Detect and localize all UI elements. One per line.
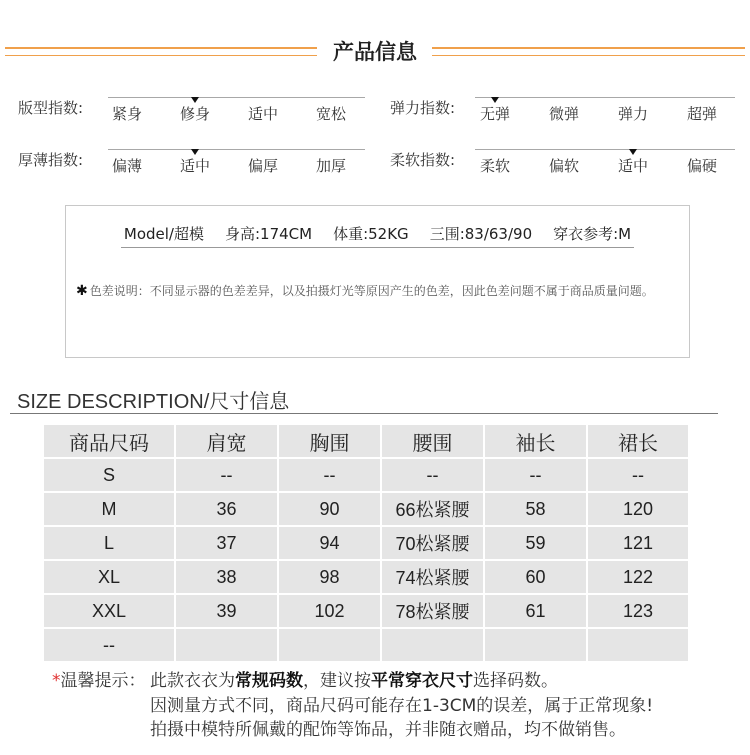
asterisk-icon: ✱	[76, 283, 88, 299]
scale-line	[475, 97, 735, 98]
section-title: 产品信息	[333, 40, 417, 64]
fit-index-label: 版型指数:	[18, 99, 84, 117]
elasticity-index-scale	[478, 97, 748, 127]
scale-line	[108, 97, 365, 98]
selected-marker-icon	[629, 149, 637, 155]
scale-option: 紧身	[112, 105, 143, 123]
table-cell	[588, 629, 688, 661]
scale-option: 无弹	[480, 105, 511, 123]
table-cell: 36	[176, 493, 277, 525]
table-cell: XL	[44, 561, 174, 593]
table-header-cell: 胸围	[279, 425, 380, 457]
scale-option: 偏软	[549, 157, 580, 175]
table-cell: 122	[588, 561, 688, 593]
scale-option: 微弹	[549, 105, 580, 123]
table-cell	[382, 629, 483, 661]
selected-marker-icon	[191, 97, 199, 103]
model-weight: 体重:52KG	[333, 225, 409, 243]
selected-marker-icon	[191, 149, 199, 155]
softness-index-label: 柔软指数:	[390, 151, 456, 169]
model-size-worn: 穿衣参考:M	[553, 225, 632, 243]
table-cell: 121	[588, 527, 688, 559]
model-measurements: 三围:83/63/90	[429, 225, 533, 243]
size-heading-rule	[10, 413, 718, 414]
table-cell: 58	[485, 493, 586, 525]
table-header-cell: 袖长	[485, 425, 586, 457]
tip-text: 选择码数。	[473, 671, 558, 691]
table-header-cell: 裙长	[588, 425, 688, 457]
table-cell: 98	[279, 561, 380, 593]
model-name: Model/超模	[123, 225, 204, 243]
table-cell: 90	[279, 493, 380, 525]
scale-option: 柔软	[480, 157, 511, 175]
color-note-text: 色差说明：不同显示器的色差差异，以及拍摄灯光等原因产生的色差，因此色差问题不属于商品质量问题。	[89, 284, 654, 298]
table-cell: --	[176, 459, 277, 491]
model-info-box	[65, 205, 690, 358]
thickness-index-scale	[110, 149, 380, 179]
table-cell: 61	[485, 595, 586, 627]
scale-option: 偏薄	[112, 157, 143, 175]
model-stats	[121, 224, 634, 248]
table-cell: XXL	[44, 595, 174, 627]
table-cell: 60	[485, 561, 586, 593]
scale-option: 适中	[248, 105, 279, 123]
table-cell: 59	[485, 527, 586, 559]
tip-text: ，建议按	[303, 671, 371, 691]
scale-line	[475, 149, 735, 150]
table-cell: S	[44, 459, 174, 491]
model-height: 身高:174CM	[224, 225, 313, 243]
fit-index-scale	[110, 97, 380, 127]
tip-star: *	[52, 671, 61, 691]
scale-option: 偏厚	[248, 157, 279, 175]
table-cell: --	[485, 459, 586, 491]
scale-option: 超弹	[687, 105, 718, 123]
scale-option: 宽松	[316, 105, 347, 123]
table-cell: M	[44, 493, 174, 525]
footer-line-2: 因测量方式不同，商品尺码可能存在1-3CM的误差，属于正常现象!	[150, 696, 654, 716]
table-cell: --	[279, 459, 380, 491]
tip-bold: 常规码数	[235, 671, 303, 691]
tip-label: 温馨提示：	[60, 671, 146, 691]
tip-bold: 平常穿衣尺寸	[371, 671, 473, 691]
title-rule-right	[432, 47, 745, 56]
scale-option: 修身	[180, 105, 211, 123]
table-cell: 120	[588, 493, 688, 525]
table-cell: 37	[176, 527, 277, 559]
scale-option: 适中	[180, 157, 211, 175]
table-cell: 70松紧腰	[382, 527, 483, 559]
table-cell: --	[588, 459, 688, 491]
table-cell: 102	[279, 595, 380, 627]
table-cell	[279, 629, 380, 661]
scale-option: 加厚	[316, 157, 347, 175]
scale-option: 适中	[618, 157, 649, 175]
table-header-cell: 肩宽	[176, 425, 277, 457]
size-heading: SIZE DESCRIPTION/尺寸信息	[17, 391, 290, 413]
table-cell: 123	[588, 595, 688, 627]
table-header-cell: 腰围	[382, 425, 483, 457]
table-cell: L	[44, 527, 174, 559]
scale-option: 弹力	[618, 105, 649, 123]
table-cell: --	[44, 629, 174, 661]
footer-line-1	[52, 671, 558, 691]
table-cell: 39	[176, 595, 277, 627]
table-cell: 78松紧腰	[382, 595, 483, 627]
thickness-index-label: 厚薄指数:	[18, 151, 84, 169]
color-note	[76, 282, 654, 299]
tip-prefix	[52, 671, 150, 691]
table-cell: 38	[176, 561, 277, 593]
table-cell: 74松紧腰	[382, 561, 483, 593]
table-cell: 66松紧腰	[382, 493, 483, 525]
softness-index-scale	[478, 149, 748, 179]
scale-option: 偏硬	[687, 157, 718, 175]
table-cell: --	[382, 459, 483, 491]
footer-line-3: 拍摄中模特所佩戴的配饰等饰品，并非随衣赠品，均不做销售。	[150, 720, 626, 740]
selected-marker-icon	[491, 97, 499, 103]
table-cell	[176, 629, 277, 661]
table-header-cell: 商品尺码	[44, 425, 174, 457]
size-table	[44, 425, 688, 661]
model-line-wrap	[66, 224, 689, 248]
table-cell	[485, 629, 586, 661]
scale-line	[108, 149, 365, 150]
table-cell: 94	[279, 527, 380, 559]
elasticity-index-label: 弹力指数:	[390, 99, 456, 117]
tip-text: 此款衣衣为	[150, 671, 235, 691]
